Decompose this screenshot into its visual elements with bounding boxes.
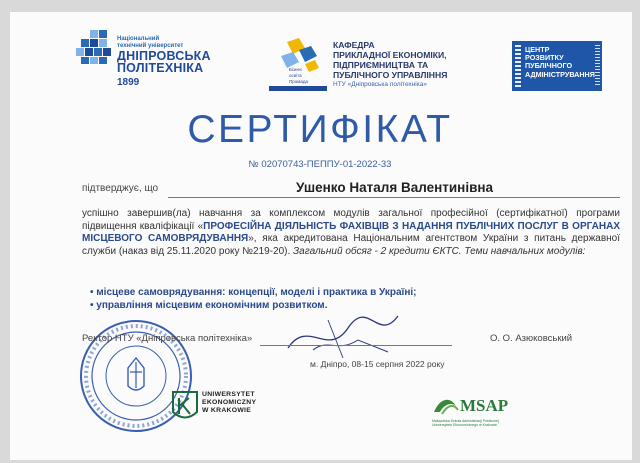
krakow-university-name: UNIWERSYTET EKONOMICZNY W KRAKOWIE	[202, 391, 257, 414]
recipient-name: Ушенко Наталя Валентинівна	[296, 180, 494, 195]
dp-big-text: ДНІПРОВСЬКА ПОЛІТЕХНІКА	[117, 49, 211, 75]
msap-subtitle: Małopolska Szkoła Administracji Publicznej Uniwersytetu Ekonomicznego w Krakowie	[432, 419, 499, 427]
module-item: • місцеве самоврядування: концепції, моделі і практика в Україні;	[90, 287, 417, 298]
department-name: КАФЕДРА ПРИКЛАДНОЇ ЕКОНОМІКИ, ПІДПРИЄМНИЦТВА ТА ПУБЛІЧНОГО УПРАВЛІННЯ	[333, 40, 448, 80]
module-item: • управління місцевим економічним розвитком.	[90, 300, 328, 311]
svg-text:Промада: Промада	[289, 79, 308, 84]
signature-icon	[268, 308, 428, 366]
confirms-label: підтверджує, що	[82, 183, 159, 194]
public-administration-center-logo: ЦЕНТР РОЗВИТКУ ПУБЛІЧНОГО АДМІНІСТРУВАННЯ	[512, 41, 602, 91]
signature-line	[260, 345, 452, 346]
certificate-body: успішно завершив(ла) навчання за комплексом модулів загальної професійної (сертифікатної) програми підвищення кваліфікації «ПРОФЕСІЙНА ДІЯЛЬНІСТЬ ФАХІВЦІВ З НАДАННЯ ПУБЛІЧНИХ ПОСЛУГ В ОРГАНАХ МІСЦЕВОГО САМОВРЯДУВАННЯ», яка акредитована Національним агентством України з питань державної служби (наказ від 25.11.2020 року №219-20). Загальний обсяг - 2 кредити ЄКТС. Теми навчальних модулів:	[82, 208, 620, 257]
vertical-text-icon	[595, 45, 600, 87]
name-underline	[168, 197, 620, 198]
rector-name: О. О. Азюковський	[490, 333, 573, 344]
rector-label: Ректор НТУ «Дніпровська політехніка»	[82, 333, 253, 344]
department-logo-icon	[265, 38, 331, 92]
svg-text:Бізнес: Бізнес	[289, 67, 303, 72]
svg-text:освіта: освіта	[289, 73, 302, 78]
msap-logo-icon	[432, 392, 542, 418]
place-date: м. Дніпро, 08-15 серпня 2022 року	[310, 359, 445, 369]
svg-text:MSAP: MSAP	[460, 396, 509, 415]
krakow-university-logo-icon	[170, 390, 200, 424]
dnipro-polytechnic-logo-icon	[76, 30, 114, 64]
dp-small-text: Національний технічний університет	[117, 36, 184, 49]
department-university: НТУ «Дніпровська політехніка»	[333, 81, 427, 88]
dots-pattern-icon	[515, 45, 521, 87]
program-title: ПРОФЕСІЙНА ДІЯЛЬНІСТЬ ФАХІВЦІВ З НАДАННЯ ПУБЛІЧНИХ ПОСЛУГ В ОРГАНАХ МІСЦЕВОГО САМОВРЯДУВАННЯ	[82, 220, 620, 245]
certificate-title: СЕРТИФІКАТ	[187, 108, 453, 151]
certificate-number: № 02070743-ПЕППУ-01-2022-33	[248, 159, 392, 170]
dp-year: 1899	[117, 77, 140, 88]
